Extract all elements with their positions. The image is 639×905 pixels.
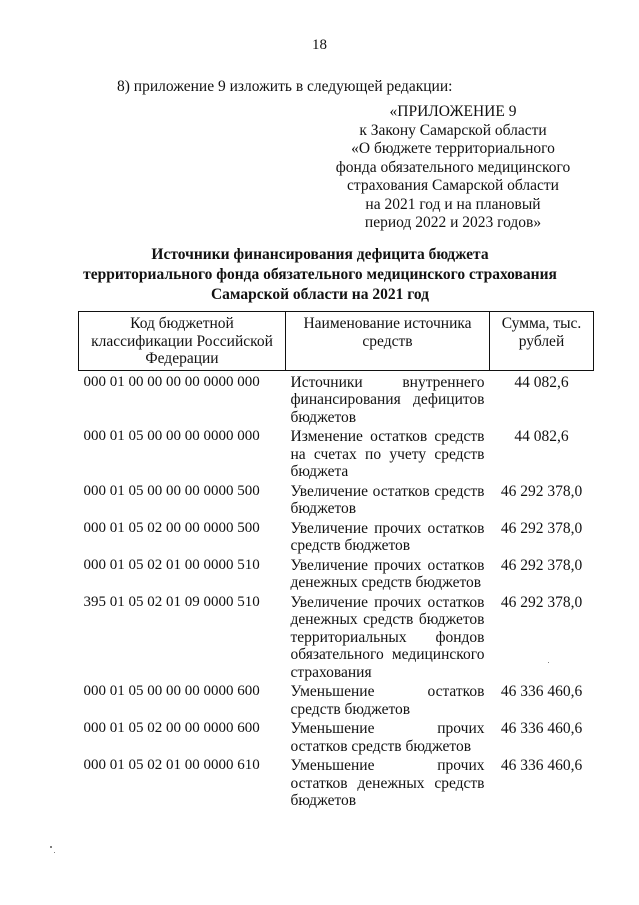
row-code: 000 01 05 02 01 00 0000 510 [83,556,260,573]
table-row [79,720,594,757]
row-code: 000 01 05 00 00 00 0000 500 [83,482,260,499]
table-row [79,594,594,684]
row-code: 000 01 00 00 00 00 0000 000 [83,373,260,390]
appendix-line: период 2022 и 2023 годов» [364,214,542,231]
title-line: Самарской области на 2021 год [210,286,429,303]
appendix-line: на 2021 год и на плановый [365,195,541,213]
document-title [40,245,600,305]
title-line: территориального фонда обязательного медицинского страхования [83,266,557,283]
appendix-line: фонда обязательного медицинского [335,158,571,176]
appendix-line: к Закону Самарской области [359,121,547,139]
row-amount: 46 292 378,0 [500,556,583,574]
row-code: 000 01 05 02 00 00 0000 600 [83,720,260,736]
row-name: Увеличение прочих остатков денежных средств бюджетов территориальных фондов обязательного медицинского страхования [290,593,485,681]
appendix-header [330,103,576,233]
row-code: 395 01 05 02 01 09 0000 510 [83,593,260,610]
appendix-line: «О бюджете территориального [351,140,555,157]
header-name: Наименование источника средств [286,312,490,371]
table-row [79,520,594,557]
row-amount: 46 336 460,6 [500,720,583,737]
table-row [79,757,594,812]
appendix-line: страхования Самарской области [347,177,559,194]
table-row [79,483,594,520]
header-code: Код бюджетной классификации Российской Федерации [79,312,286,371]
row-amount: 46 292 378,0 [500,482,583,500]
row-name: Уменьшение остатков средств бюджетов [290,683,485,718]
row-name: Увеличение прочих остатков средств бюджетов [290,519,485,554]
row-amount: 44 082,6 [514,373,569,391]
intro-paragraph: 8) приложение 9 изложить в следующей редакции: [117,78,453,95]
row-code: 000 01 05 02 00 00 0000 500 [83,519,260,536]
row-amount: 46 292 378,0 [500,519,583,537]
row-name: Увеличение остатков средств бюджетов [290,482,485,517]
row-code: 000 01 05 00 00 00 0000 000 [83,428,260,444]
table-header-row [79,312,594,371]
scan-speck [548,662,549,663]
row-name: Изменение остатков средств на счетах по учету средств бюджета [290,428,485,480]
appendix-line: «ПРИЛОЖЕНИЕ 9 [389,103,517,120]
row-name: Увеличение прочих остатков денежных средств бюджетов [290,556,485,591]
row-amount: 46 336 460,6 [500,683,583,700]
scan-speck [54,852,55,853]
row-name: Источники внутреннего финансирования дефицитов бюджетов [290,373,485,426]
scan-speck [50,846,52,848]
row-amount: 46 292 378,0 [500,593,583,611]
row-amount: 46 336 460,6 [500,757,583,774]
title-line: Источники финансирования дефицита бюджета [151,246,489,263]
row-code: 000 01 05 00 00 00 0000 600 [83,683,260,699]
table-row [79,370,594,428]
financing-sources-table [78,311,594,812]
table-row [79,683,594,720]
row-code: 000 01 05 02 01 00 0000 610 [83,757,260,773]
row-name: Уменьшение прочих остатков средств бюджетов [290,720,485,755]
header-amount: Сумма, тыс. рублей [490,312,594,371]
row-name: Уменьшение прочих остатков денежных средств бюджетов [290,757,485,809]
table-row [79,428,594,483]
table-row [79,557,594,594]
row-amount: 44 082,6 [514,428,569,445]
page-number: 18 [312,37,327,53]
